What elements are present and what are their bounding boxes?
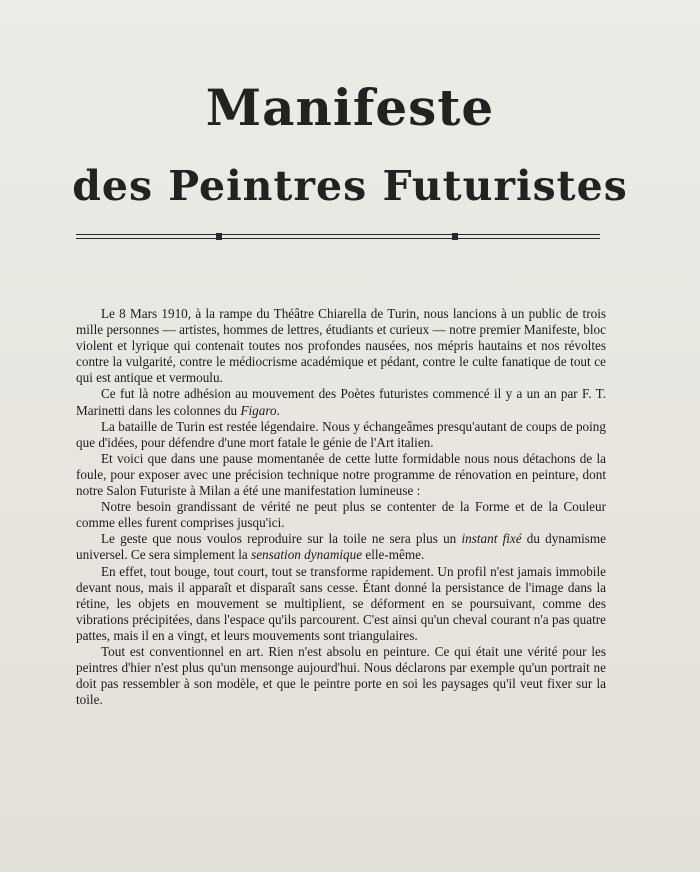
ornamental-rule [76, 232, 600, 242]
paragraph-4: Et voici que dans une pause momentanée de cette lutte formidable nous nous détachons de la foule, pour exposer avec une précision technique notre programme de rénovation en peinture, dont notre Salon Futuriste à Milan a été une manifestation lumineuse : [76, 450, 606, 499]
paragraph-5: Notre besoin grandissant de vérité ne peut plus se contenter de la Forme et de la Couleur comme elles furent comprises jusqu'ici. [76, 499, 606, 531]
title-line-1: Manifeste [205, 78, 495, 137]
sensation-dynamique-italic: sensation dynamique [251, 547, 363, 563]
paragraph-1: Le 8 Mars 1910, à la rampe du Théâtre Chiarella de Turin, nous lancions à un public de trois mille personnes — artistes, hommes de lettres, étudiants et curieux — notre premier Manifeste, bloc violent et lyrique qui contenait toutes nos profondes nausées, nos mépris hautains et nos révoltes contre la vulgarité, contre le médiocrisme académique et pédant, contre le culte fanatique de tout ce qui est antique et vermoulu. [76, 306, 606, 386]
rule-line-bottom [76, 238, 600, 239]
paragraph-6 [76, 531, 606, 563]
title-line-2: des Peintres Futuristes [72, 162, 628, 210]
paragraph-6-middle: du dynamisme universel. Ce sera simplement la [76, 531, 606, 563]
paragraph-3: La bataille de Turin est restée légendaire. Nous y échangeâmes presqu'autant de coups de poing que d'idées, pour défendre d'une mort fatale le génie de l'Art italien. [76, 418, 606, 450]
rule-dot-left [216, 233, 222, 240]
figaro-italic: Figaro [240, 402, 277, 418]
paragraph-8: Tout est conventionnel en art. Rien n'est absolu en peinture. Ce qui était une vérité pour les peintres d'hier n'est plus qu'un mensonge aujourd'hui. Nous déclarons par exemple qu'un portrait ne doit pas ressembler à son modèle, et que le peintre porte en soi les paysages qu'il veut fixer sur la toile. [76, 643, 606, 708]
instant-fixe-italic: instant fixé [461, 531, 522, 547]
paragraph-7: En effet, tout bouge, tout court, tout se transforme rapidement. Un profil n'est jamais immobile devant nous, mais il apparaît et disparaît sans cesse. Étant donné la persistance de l'image dans la rétine, les objets en mouvement se multiplient, se déforment en se poursuivant, comme des vibrations précipitées, dans l'espace qu'ils parcourent. C'est ainsi qu'un cheval courant n'a pas quatre pattes, mais il en a vingt, et leurs mouvements sont triangulaires. [76, 563, 606, 643]
rule-line-top [76, 234, 600, 235]
manifesto-body [76, 306, 606, 708]
paragraph-2 [76, 386, 606, 418]
paragraph-6-text: Le geste que nous voulos reproduire sur la toile ne sera plus un [101, 531, 462, 547]
paragraph-2-text: Ce fut là notre adhésion au mouvement des Poètes futuristes commencé il y a un an par F. T. Marinetti dans les colonnes du [76, 386, 606, 418]
paragraph-6-end: elle-même. [362, 547, 425, 563]
rule-dot-right [452, 233, 458, 240]
paragraph-2-end: . [276, 402, 280, 418]
